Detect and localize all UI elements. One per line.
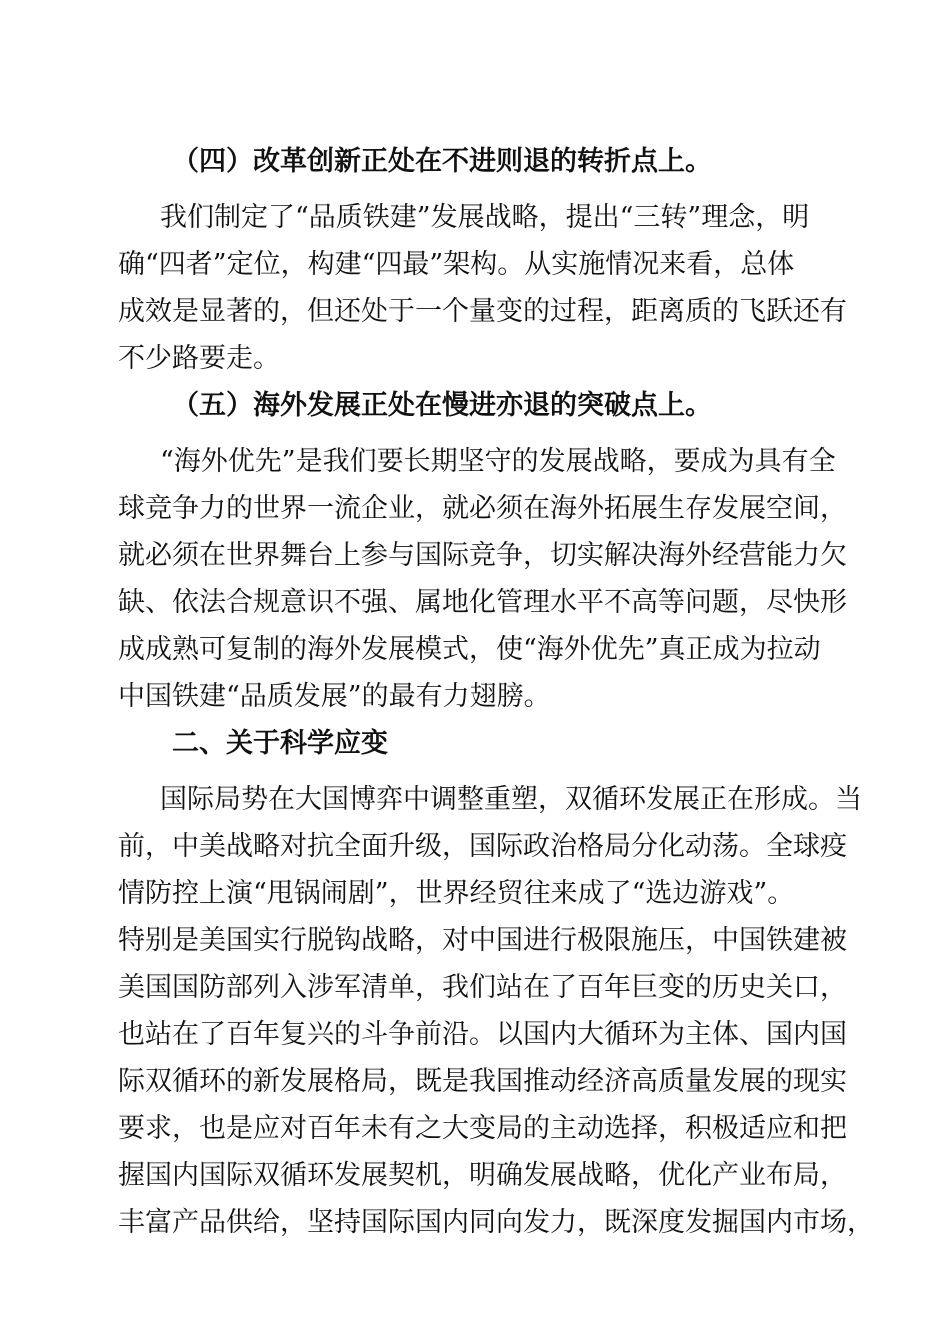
section-heading-5: （五）海外发展正处在慢进亦退的突破点上。 bbox=[172, 390, 712, 421]
paragraph-line: 丰富产品供给，坚持国际国内同向发力，既深度发掘国内市场， bbox=[118, 1207, 874, 1238]
paragraph-line: 成效是显著的，但还处于一个量变的过程，距离质的飞跃还有 bbox=[118, 296, 847, 327]
paragraph-line: 握国内国际双循环发展契机，明确发展战略，优化产业布局， bbox=[118, 1160, 847, 1191]
section-heading-part-2: 二、关于科学应变 bbox=[172, 728, 388, 759]
paragraph-line: “海外优先”是我们要长期坚守的发展战略，要成为具有全 bbox=[160, 446, 836, 477]
paragraph-line: 特别是美国实行脱钩战略，对中国进行极限施压，中国铁建被 bbox=[118, 925, 847, 956]
paragraph-line: 要求，也是应对百年未有之大变局的主动选择，积极适应和把 bbox=[118, 1113, 847, 1144]
paragraph-line: 情防控上演“甩锅闹剧”，世界经贸往来成了“选边游戏”。 bbox=[118, 878, 795, 909]
paragraph-reform-innovation bbox=[118, 194, 847, 382]
paragraph-line: 前，中美战略对抗全面升级，国际政治格局分化动荡。全球疫 bbox=[118, 831, 847, 862]
paragraph-line: 国际局势在大国博弈中调整重塑，双循环发展正在形成。当 bbox=[160, 784, 862, 815]
section-heading-4: （四）改革创新正处在不进则退的转折点上。 bbox=[172, 146, 712, 177]
document-body bbox=[118, 142, 874, 1250]
paragraph-line: 成成熟可复制的海外发展模式，使“海外优先”真正成为拉动 bbox=[118, 634, 821, 665]
paragraph-line: 就必须在世界舞台上参与国际竞争，切实解决海外经营能力欠 bbox=[118, 540, 847, 571]
paragraph-scientific-response bbox=[118, 776, 874, 1246]
paragraph-line: 中国铁建“品质发展”的最有力翅膀。 bbox=[118, 681, 551, 712]
paragraph-line: 确“四者”定位，构建“四最”架构。从实施情况来看，总体 bbox=[118, 249, 795, 280]
paragraph-line: 缺、依法合规意识不强、属地化管理水平不高等问题，尽快形 bbox=[118, 587, 847, 618]
paragraph-line: 不少路要走。 bbox=[118, 343, 280, 374]
paragraph-line: 我们制定了“品质铁建”发展战略，提出“三转”理念，明 bbox=[160, 202, 810, 233]
paragraph-line: 美国国防部列入涉军清单，我们站在了百年巨变的历史关口， bbox=[118, 972, 847, 1003]
paragraph-line: 际双循环的新发展格局，既是我国推动经济高质量发展的现实 bbox=[118, 1066, 847, 1097]
paragraph-line: 也站在了百年复兴的斗争前沿。以国内大循环为主体、国内国 bbox=[118, 1019, 847, 1050]
paragraph-line: 球竞争力的世界一流企业，就必须在海外拓展生存发展空间， bbox=[118, 493, 847, 524]
paragraph-overseas-development bbox=[118, 438, 847, 720]
